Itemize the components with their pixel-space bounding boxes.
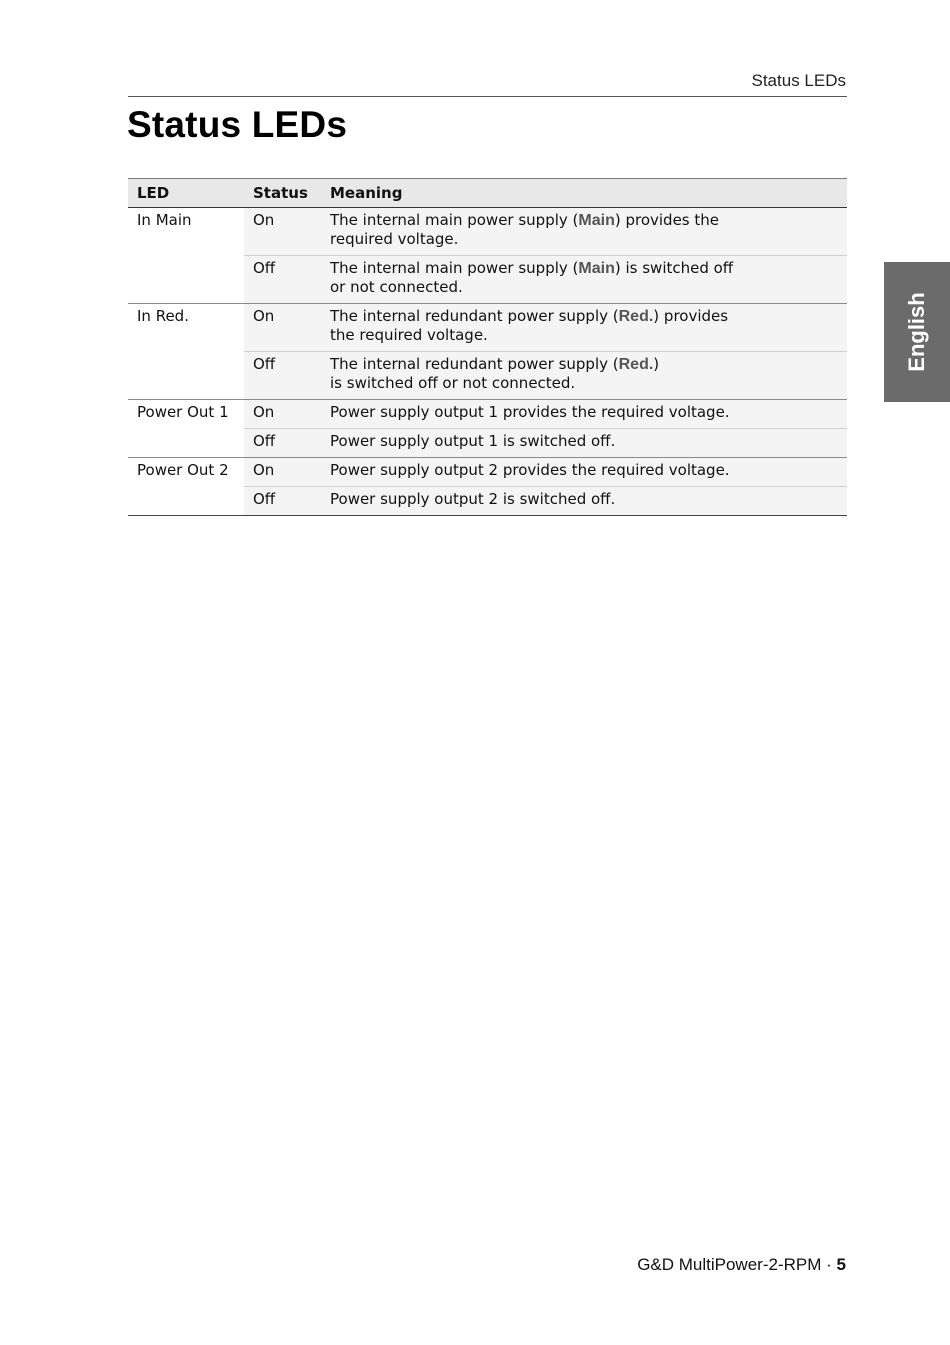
- meaning-keyword: Main: [578, 260, 615, 277]
- led-status: On: [244, 458, 321, 487]
- led-meaning: Power supply output 1 is switched off.: [321, 429, 847, 458]
- meaning-text-post: ) provides the required voltage.: [330, 211, 720, 248]
- led-meaning: [321, 256, 847, 304]
- led-status: Off: [244, 487, 321, 516]
- table-row: [128, 458, 847, 487]
- led-status: Off: [244, 256, 321, 304]
- language-tab-label: English: [904, 292, 929, 372]
- table-row: [128, 208, 847, 256]
- header-divider: [128, 96, 847, 97]
- language-tab[interactable]: [884, 262, 950, 402]
- column-header-status: Status: [244, 179, 321, 208]
- meaning-keyword: Main: [578, 212, 615, 229]
- led-meaning: [321, 208, 847, 256]
- led-status: On: [244, 304, 321, 352]
- meaning-text-post: ) is switched off or not connected.: [330, 259, 734, 296]
- led-meaning: [321, 304, 847, 352]
- led-name: In Red.: [128, 304, 244, 400]
- meaning-text-post: ) provides the required voltage.: [330, 307, 729, 344]
- led-status: On: [244, 400, 321, 429]
- column-header-led: LED: [128, 179, 244, 208]
- led-meaning: Power supply output 1 provides the required voltage.: [321, 400, 847, 429]
- meaning-keyword: Red.: [618, 356, 654, 373]
- page-footer: [637, 1255, 846, 1275]
- page-number: 5: [836, 1255, 846, 1274]
- page-title: Status LEDs: [127, 104, 348, 145]
- led-status: Off: [244, 429, 321, 458]
- meaning-text-pre: The internal redundant power supply (: [330, 307, 619, 325]
- running-header: Status LEDs: [751, 71, 846, 90]
- status-led-table: [128, 178, 847, 516]
- column-header-meaning: Meaning: [321, 179, 847, 208]
- meaning-text-post: ) is switched off or not connected.: [330, 355, 660, 392]
- table-row: [128, 400, 847, 429]
- meaning-keyword: Red.: [618, 308, 654, 325]
- led-meaning: Power supply output 2 provides the required voltage.: [321, 458, 847, 487]
- footer-separator: ·: [826, 1255, 832, 1274]
- led-meaning: Power supply output 2 is switched off.: [321, 487, 847, 516]
- meaning-text-pre: The internal main power supply (: [330, 211, 579, 229]
- led-name: Power Out 2: [128, 458, 244, 516]
- meaning-text-pre: The internal redundant power supply (: [330, 355, 619, 373]
- led-meaning: [321, 352, 847, 400]
- led-name: Power Out 1: [128, 400, 244, 458]
- led-status: Off: [244, 352, 321, 400]
- table-header-row: [128, 179, 847, 208]
- meaning-text-pre: The internal main power supply (: [330, 259, 579, 277]
- footer-product: G&D MultiPower-2-RPM: [637, 1255, 822, 1274]
- table-row: [128, 304, 847, 352]
- led-status: On: [244, 208, 321, 256]
- led-name: In Main: [128, 208, 244, 304]
